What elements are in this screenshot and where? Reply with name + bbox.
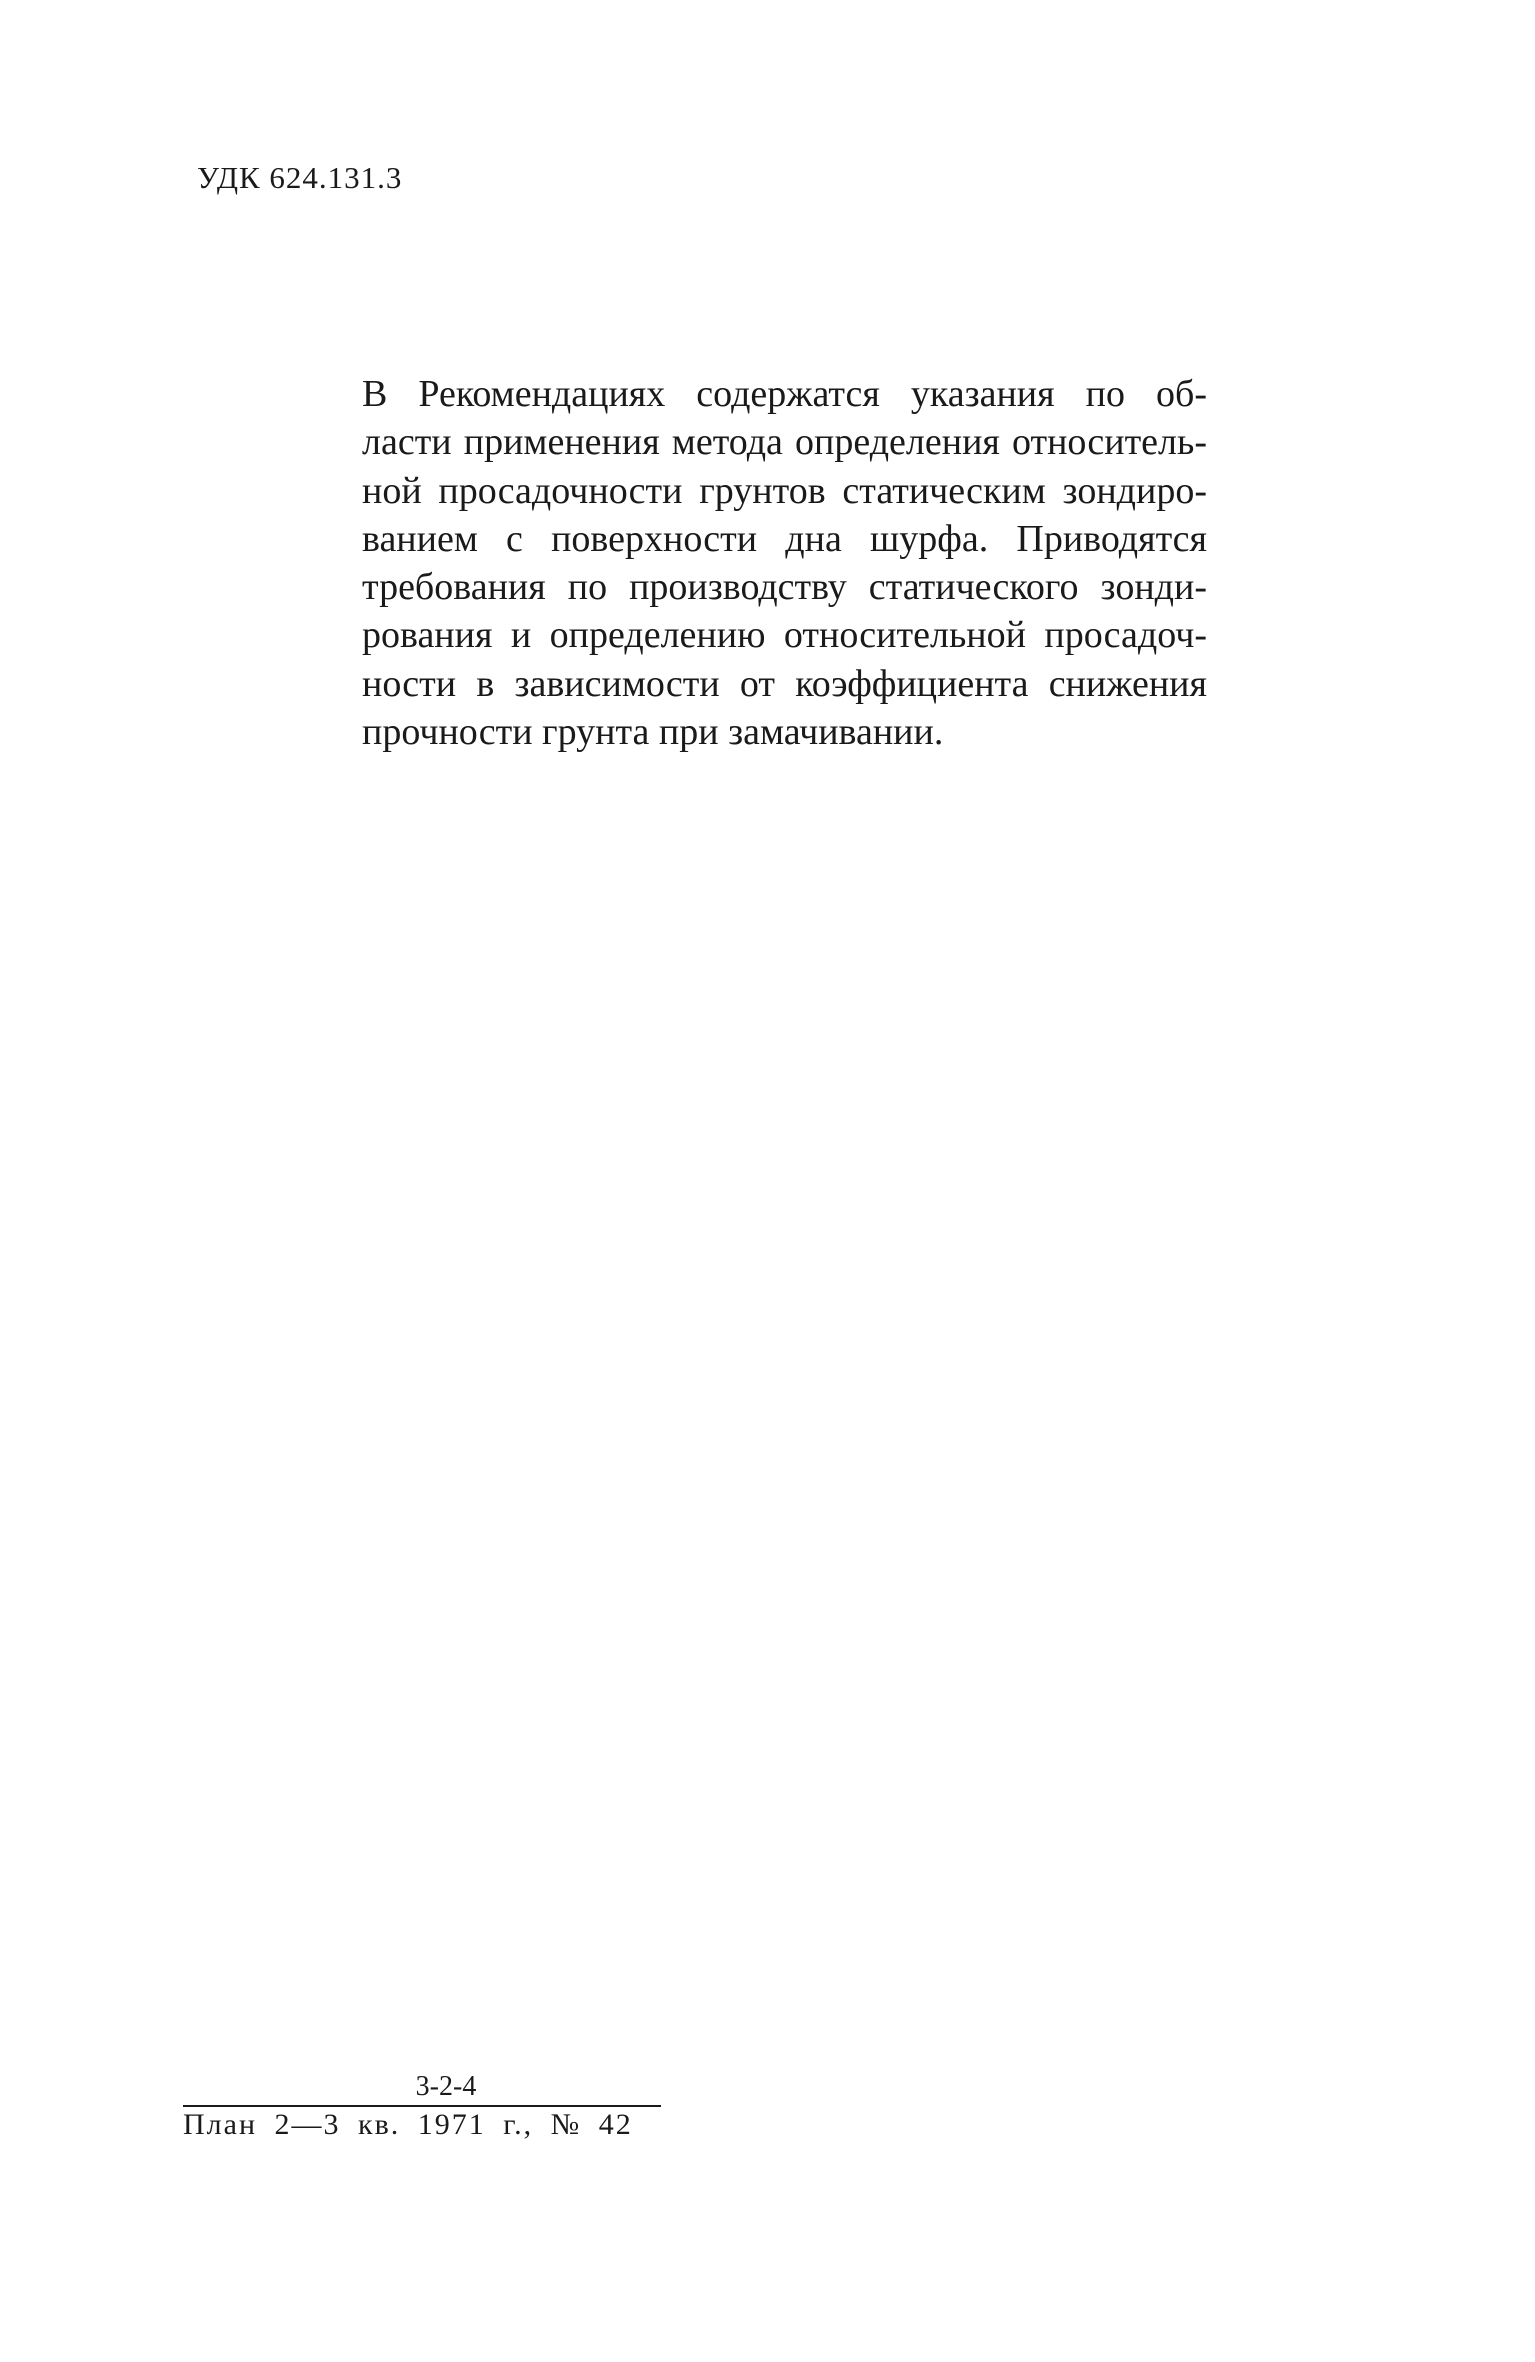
abstract-line: требования по производству статического зонди- — [362, 566, 1207, 609]
abstract-line: рования и определению относительной просадоч- — [362, 614, 1207, 657]
abstract-line: ной просадочности грунтов статическим зондиро- — [362, 469, 1207, 512]
abstract-line: ванием с поверхности дна шурфа. Приводятся — [362, 517, 1207, 560]
udk-code: УДК 624.131.3 — [197, 160, 403, 195]
abstract-line: ности в зависимости от коэффициента снижения — [362, 662, 1207, 705]
abstract-line: ласти применения метода определения относитель- — [362, 421, 1207, 464]
publication-imprint — [183, 2070, 661, 2143]
imprint-code: 3-2-4 — [415, 2071, 477, 2102]
abstract-line: прочности грунта при замачивании. — [362, 711, 944, 754]
abstract-line: В Рекомендациях содержатся указания по об- — [362, 373, 1207, 415]
imprint-plan: План 2—3 кв. 1971 г., № 42 — [183, 2108, 633, 2141]
abstract-paragraph — [362, 370, 1207, 756]
